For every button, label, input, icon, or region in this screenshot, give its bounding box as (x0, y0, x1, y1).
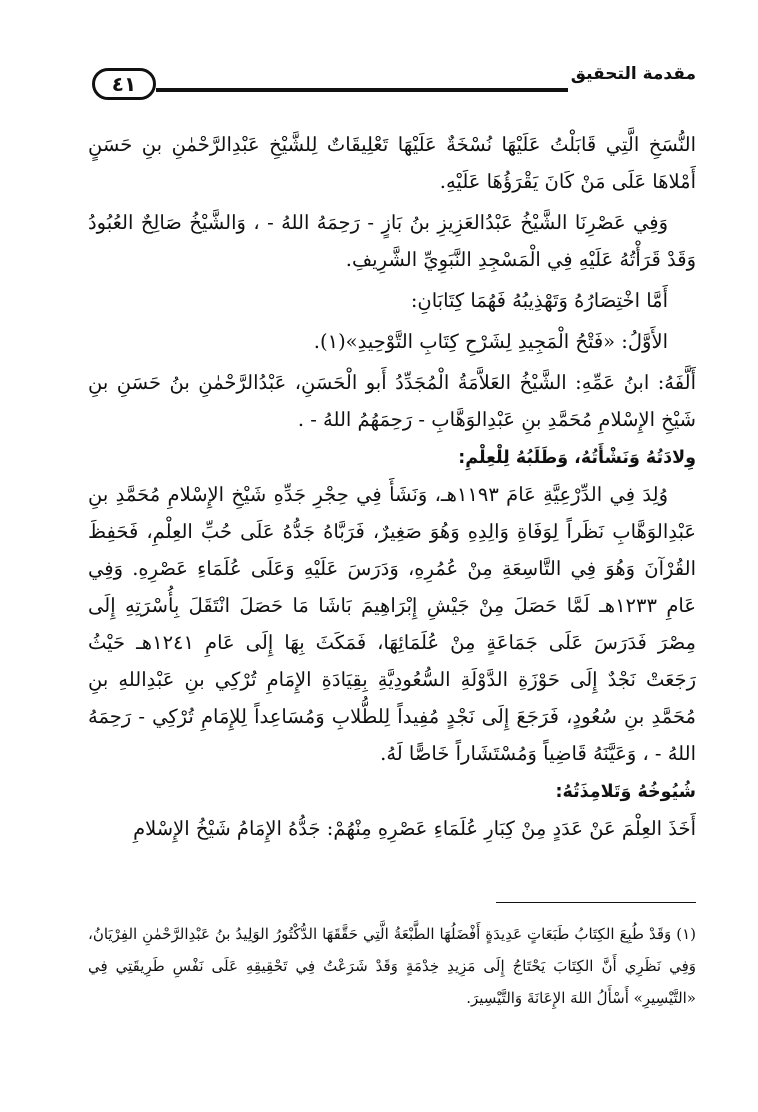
paragraph: وُلِدَ فِي الدِّرْعِيَّةِ عَامَ ١١٩٣هـ، وَنَشَأَ فِي حِجْرِ جَدِّهِ شَيْخِ الإِسْلامِ مُحَمَّدِ بنِ عَبْدِالوَهَّابِ نَظَراً لِوَفَاةِ وَالِدِهِ وَهُوَ صَغِيرٌ، فَرَبَّاهُ جَدُّهُ عَلَى حُبِّ العِلْمِ، فَحَفِظَ القُرْآنَ وَهُوَ فِي التَّاسِعَةِ مِنْ عُمُرِهِ، وَدَرَسَ عَلَيْهِ وَعَلَى عُلَمَاءِ عَصْرِهِ. وَفِي عَامِ ١٢٣٣هـ لَمَّا حَصَلَ مِنْ جَيْشِ إِبْرَاهِيمَ بَاشَا مَا حَصَلَ انْتَقَلَ بِأُسْرَتِهِ إِلَى مِصْرَ فَدَرَسَ عَلَى جَمَاعَةٍ مِنْ عُلَمَائِهَا، فَمَكَثَ بِهَا إِلَى عَامِ ١٢٤١هـ حَيْثُ رَجَعَتْ نَجْدٌ إِلَى حَوْزَةِ الدَّوْلَةِ السُّعُودِيَّةِ بِقِيَادَةِ الإِمَامِ تُرْكِي بنِ عَبْدِاللهِ بنِ مُحَمَّدِ بنِ سُعُودٍ، فَرَجَعَ إِلَى نَجْدٍ مُفِيداً لِلطُّلابِ وَمُسَاعِداً لِلإِمَامِ تُرْكِي - رَحِمَهُ اللهُ - ، وَعَيَّنَهُ قَاضِياً وَمُسْتَشَاراً خَاصًّا لَهُ. (88, 483, 696, 765)
paragraph: أَخَذَ العِلْمَ عَنْ عَدَدٍ مِنْ كِبَارِ عُلَمَاءِ عَصْرِهِ مِنْهُمْ: جَدُّهُ الإِمَامُ شَيْخُ الإِسْلامِ (133, 817, 696, 840)
footnote-text: (١) وَقَدْ طُبِعَ الكِتَابُ طَبَعَاتٍ عَدِيدَةٍ أَفْضَلُهَا الطَّبْعَةُ الَّتِي حَقَّقَهَا الدُّكْتُورُ الوَلِيدُ بنُ عَبْدِالرَّحْمٰنِ الفِرْيَانُ، وَفِي نَظَرِي أَنَّ الكِتَابَ يَحْتَاجُ إِلَى مَزِيدِ خِدْمَةٍ وَقَدْ شَرَعْتُ فِي تَحْقِيقِهِ عَلَى نَفْسِ طَرِيقَتِي فِي «التَّيْسِيرِ» أَسْأَلُ اللهَ الإِعَانَةَ وَالتَّيْسِيرَ. (88, 925, 696, 1007)
page-header (92, 64, 696, 108)
header-rule (156, 88, 568, 92)
paragraph: أَمَّا اخْتِصَارُهُ وَتَهْذِيبُهُ فَهُمَا كِتَابَانِ: (410, 289, 668, 312)
footnote-separator (496, 902, 696, 903)
section-heading: شُيُوخُهُ وَتَلامِذَتُهُ: (555, 782, 696, 802)
footnote (88, 918, 696, 1014)
paragraph: أَلَّفَهُ: ابنُ عَمِّهِ: الشَّيْخُ العَلاَّمَةُ الْمُجَدِّدُ أَبو الْحَسَنِ، عَبْدُالرَّحْمٰنِ بنُ حَسَنِ بنِ شَيْخِ الإِسْلامِ مُحَمَّدِ بنِ عَبْدِالوَهَّابِ - رَحِمَهُمُ اللهُ - . (88, 371, 696, 431)
header-title: مقدمة التحقيق (570, 64, 696, 84)
paragraph: النُّسَخِ الَّتِي قَابَلْتُ عَلَيْهَا نُسْخَةٌ عَلَيْهَا تَعْلِيقَاتٌ لِلشَّيْخِ عَبْدِالرَّحْمٰنِ بنِ حَسَنٍ أَمْلاهَا عَلَى مَنْ كَانَ يَقْرَؤُهَا عَلَيْهِ. (88, 133, 696, 193)
section-heading: وِلادَتُهُ وَنَشْأَتُهُ، وَطَلَبُهُ لِلْعِلْمِ: (458, 448, 696, 468)
paragraph: وَفِي عَصْرِنَا الشَّيْخُ عَبْدُالعَزِيزِ بنُ بَازٍ - رَحِمَهُ اللهُ - ، وَالشَّيْخُ صَالِحٌ العُبُودُ وَقَدْ قَرَأْتُهُ عَلَيْهِ فِي الْمَسْجِدِ النَّبَوِيِّ الشَّرِيفِ. (88, 211, 696, 271)
body-text (88, 126, 696, 851)
page-number: ٤١ (92, 68, 156, 100)
paragraph: الأَوَّلُ: «فَتْحُ الْمَجِيدِ لِشَرْحِ كِتَابِ التَّوْحِيدِ»(١). (313, 330, 668, 353)
